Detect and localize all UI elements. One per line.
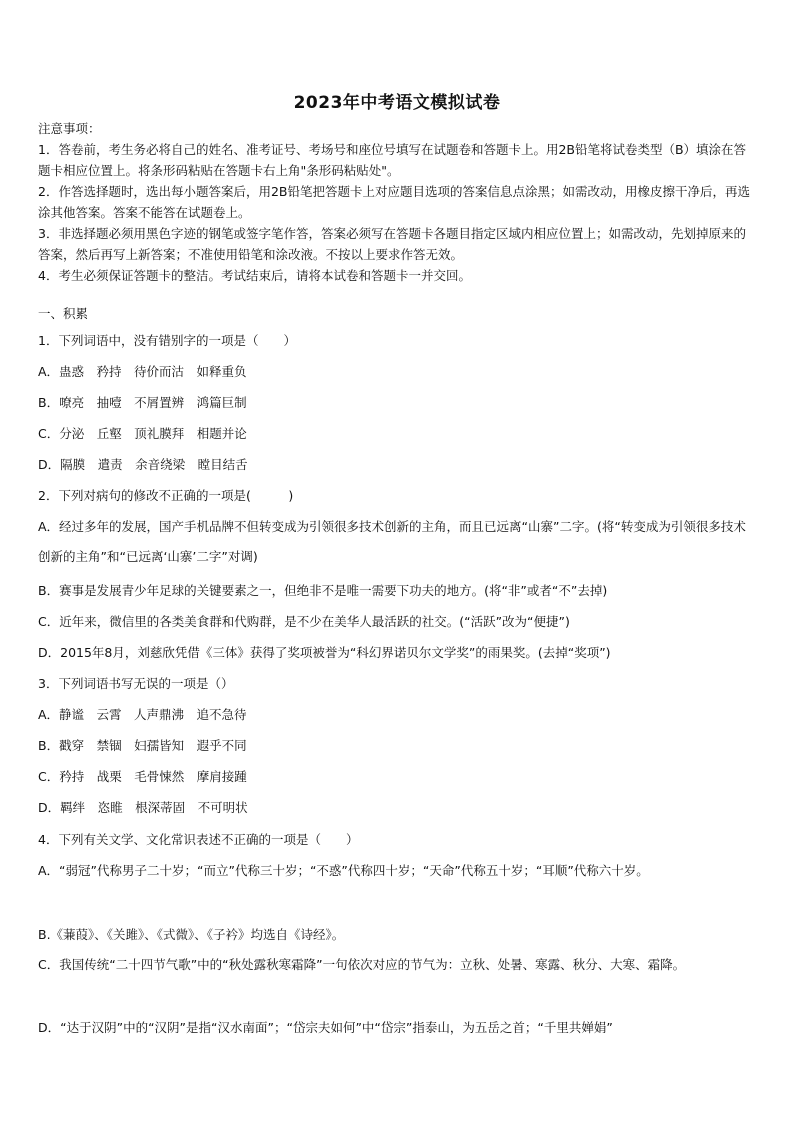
question-2-option-b: B．赛事是发展青少年足球的关键要素之一，但绝非不是唯一需要下功夫的地方。(将“非”或者“不”去掉) (38, 583, 608, 598)
question-1-option-c: C．分泌 丘壑 顶礼膜拜 相题并论 (38, 426, 247, 441)
notice-item-3: 3．非选择题必须用黑色字迹的钢笔或签字笔作答，答案必须写在答题卡各题目指定区域内相应位置上；如需改动，先划掉原来的答案，然后再写上新答案；不准使用铅笔和涂改液。不按以上要求作答无效。 (38, 226, 746, 262)
question-3-stem: 3．下列词语书写无误的一项是（） (38, 676, 234, 691)
notice-item-1: 1．答卷前，考生务必将自己的姓名、准考证号、考场号和座位号填写在试题卷和答题卡上。用2B铅笔将试卷类型（B）填涂在答题卡相应位置上。将条形码粘贴在答题卡右上角"条形码粘贴处"。 (38, 142, 747, 178)
question-2-option-a: A．经过多年的发展，国产手机品牌不但转变成为引领很多技术创新的主角，而且已远离“山寨”二字。(将“转变成为引领很多技术创新的主角”和“已远离‘山寨’二字”对调) (38, 519, 746, 564)
notice-section (38, 118, 754, 286)
question-3-option-d: D．羁绊 恣睢 根深蒂固 不可明状 (38, 800, 248, 815)
question-3-option-c: C．矜持 战栗 毛骨悚然 摩肩接踵 (38, 769, 247, 784)
question-4-option-d: D．“达于汉阴”中的“汉阴”是指“汉水南面”；“岱宗夫如何”中“岱宗”指泰山，为五岳之首；“千里共婵娟” (38, 1020, 613, 1035)
question-2-stem: 2．下列对病句的修改不正确的一项是( ) (38, 488, 294, 503)
question-4-option-b: B.《蒹葭》、《关雎》、《式微》、《子衿》均选自《诗经》。 (38, 927, 345, 942)
question-2-option-c: C．近年来，微信里的各类美食群和代购群，是不少在美华人最活跃的社交。(“活跃”改为“便捷”) (38, 614, 570, 629)
page-title: 2023年中考语文模拟试卷 (293, 93, 501, 113)
question-3-option-b: B．戳穿 禁锢 妇孺皆知 遐乎不同 (38, 738, 247, 753)
question-1-option-a: A．蛊惑 矜持 待价而沽 如释重负 (38, 364, 247, 379)
question-3-option-a: A．静谧 云霄 人声鼎沸 追不急待 (38, 707, 247, 722)
question-4-stem: 4．下列有关文学、文化常识表述不正确的一项是（ ） (38, 832, 359, 847)
question-4-option-a: A．“弱冠”代称男子二十岁；“而立”代称三十岁；“不惑”代称四十岁；“天命”代称五十岁；“耳顺”代称六十岁。 (38, 863, 649, 878)
notice-item-4: 4．考生必须保证答题卡的整洁。考试结束后，请将本试卷和答题卡一并交回。 (38, 268, 471, 283)
section-heading: 一、积累 (38, 306, 89, 321)
notice-heading: 注意事项： (38, 121, 101, 136)
question-1-option-d: D．隔膜 遣责 余音绕梁 瞠目结舌 (38, 457, 248, 472)
question-4-option-c: C．我国传统“二十四节气歌”中的“秋处露秋寒霜降”一句依次对应的节气为：立秋、处暑、寒露、秋分、大寒、霜降。 (38, 957, 686, 972)
notice-item-2: 2．作答选择题时，选出每小题答案后，用2B铅笔把答题卡上对应题目选项的答案信息点涂黑；如需改动，用橡皮擦干净后，再选涂其他答案。答案不能答在试题卷上。 (38, 184, 750, 220)
question-2-option-d: D．2015年8月，刘慈欣凭借《三体》获得了奖项被誉为“科幻界诺贝尔文学奖”的雨果奖。(去掉“奖项”) (38, 645, 611, 660)
question-1-option-b: B．嘹亮 抽噎 不屑置辨 鸿篇巨制 (38, 395, 247, 410)
question-1-stem: 1．下列词语中，没有错别字的一项是（ ） (38, 333, 296, 348)
